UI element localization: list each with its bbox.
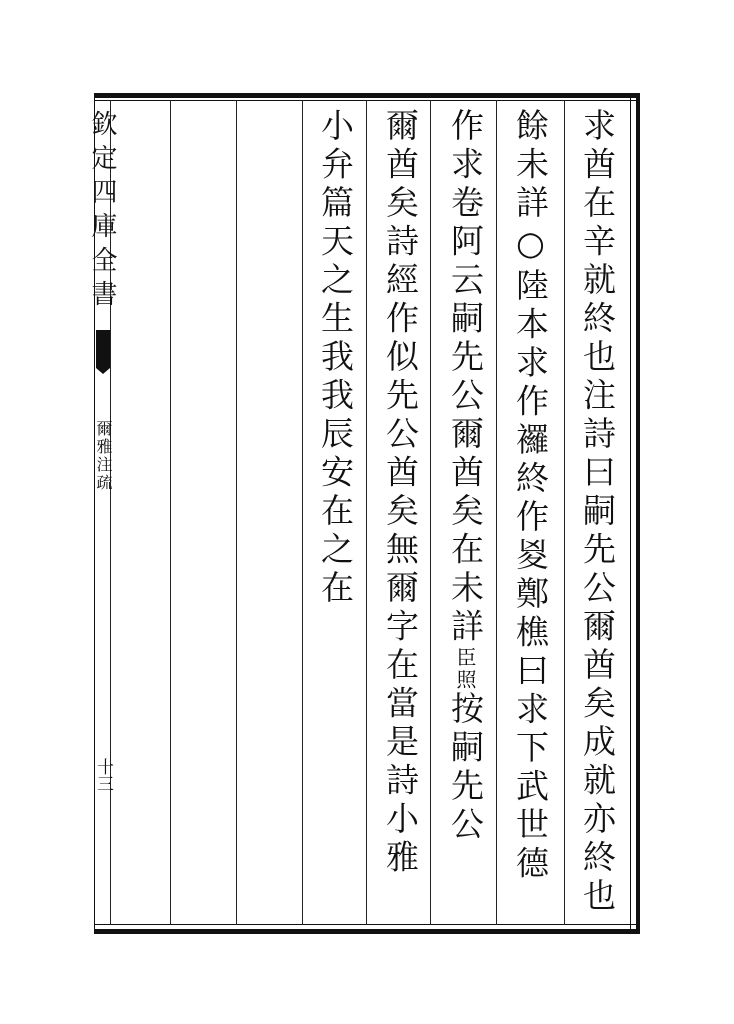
frame-bottom-border xyxy=(94,924,640,934)
book-title: 欽定四庫全書 xyxy=(87,110,117,314)
text-column-1: 求酋在辛就終也注詩曰嗣先公爾酋矣成就亦終也 xyxy=(578,108,617,917)
frame-top-border xyxy=(94,93,640,101)
text-column-4: 爾酋矣詩經作似先公酋矣無爾字在當是詩小雅 xyxy=(381,108,420,878)
fishtail-mark xyxy=(96,330,110,368)
chapter-title: 爾雅注疏 xyxy=(94,420,113,492)
frame-right-border xyxy=(630,93,640,934)
text-column-3-main: 作求卷阿云嗣先公爾酋矣在未詳 xyxy=(446,108,485,647)
column-rule xyxy=(236,100,237,925)
text-column-3 xyxy=(445,108,485,845)
column-rule xyxy=(170,100,171,925)
column-rule xyxy=(564,100,565,925)
text-column-5: 小弁篇天之生我我辰安在之在 xyxy=(316,108,355,609)
column-rule xyxy=(496,100,497,925)
commentator-note: 臣照 xyxy=(453,647,477,691)
column-rule xyxy=(430,100,431,925)
text-column-2: 餘未詳○陸本求作𧟌終作㚇鄭樵曰求下武世德 xyxy=(511,108,550,884)
page-number: 十三 xyxy=(93,758,113,792)
column-rule xyxy=(366,100,367,925)
column-rule xyxy=(302,100,303,925)
text-column-3-cont: 按嗣先公 xyxy=(446,691,485,845)
